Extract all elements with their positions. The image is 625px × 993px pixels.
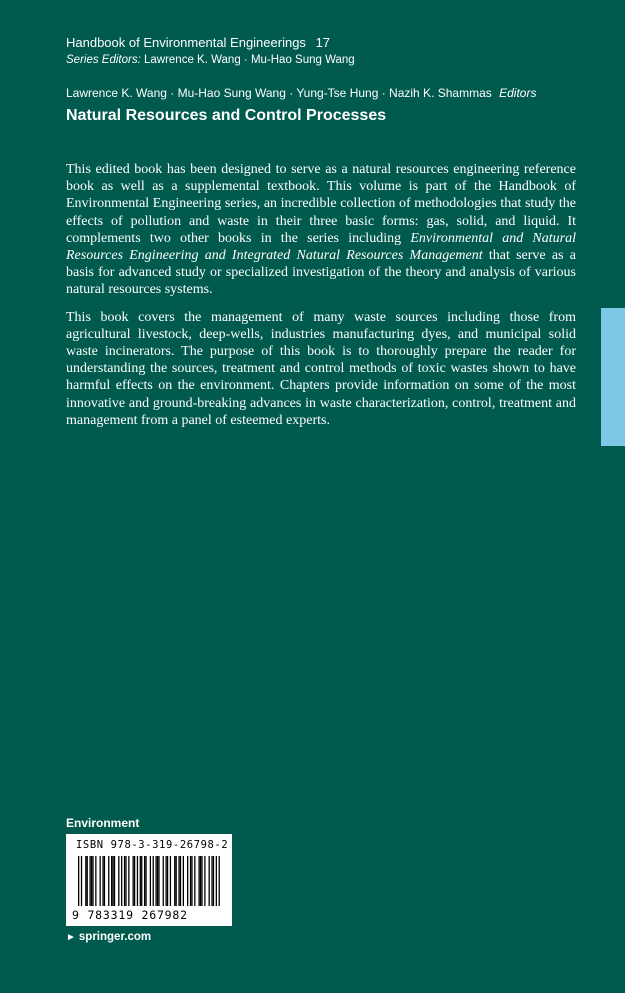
p1-text-start: This edited book has been designed to serve as a natural resources engineering reference book as well as a supplemental textbook. This volume is part of the Handbook of Environmental Engineering series, an incredible collection of methodologies that study the effects of pollution and waste in their three basic forms: gas, solid, and liquid. It complements two other books in the series including bbox=[66, 162, 576, 246]
book-authors: Lawrence K. Wang · Mu-Hao Sung Wang · Yung-Tse Hung · Nazih K. Shammas bbox=[66, 86, 492, 100]
series-title-line bbox=[66, 34, 606, 52]
description-paragraph-1 bbox=[66, 161, 576, 299]
website-label: springer.com bbox=[78, 931, 152, 943]
isbn-barcode bbox=[66, 834, 232, 926]
isbn-label: ISBN 978-3-319-26798-2 bbox=[76, 839, 229, 851]
series-volume: 17 bbox=[315, 35, 331, 50]
series-editors-names: Lawrence K. Wang · Mu-Hao Sung Wang bbox=[143, 54, 355, 66]
p1-text-end: that serve as a basis for advanced study or specialized investigation of the theory and analysis of various natural resources systems. bbox=[66, 248, 576, 298]
arrow-right-icon: ► bbox=[66, 932, 76, 943]
editors-label: Editors bbox=[499, 86, 537, 100]
series-editors-line bbox=[66, 52, 606, 68]
subject-category: Environment bbox=[66, 816, 140, 830]
barcode-icon bbox=[78, 856, 220, 906]
series-editors-label: Series Editors: bbox=[66, 54, 141, 66]
edge-tab-marker bbox=[601, 308, 625, 446]
p1-italic-titles: Environmental and Natural Resources Engineering and Integrated Natural Resources Management bbox=[66, 230, 576, 264]
series-header bbox=[66, 34, 606, 68]
barcode-digits: 9 783319 267982 bbox=[72, 908, 188, 922]
series-title: Handbook of Environmental Engineerings bbox=[66, 35, 306, 50]
description-paragraph-2: This book covers the management of many waste sources including those from agricultural livestock, deep-wells, industries manufacturing dyes, and municipal solid waste incinerators. The purpose of this book is to thoroughly prepare the reader for understanding the sources, treatment and control methods of toxic wastes shown to have harmful effects on the environment. Chapters provide information on some of the most innovative and ground-breaking advances in waste characterization, control, treatment and management from a panel of esteemed experts. bbox=[66, 309, 576, 428]
book-authors-line bbox=[66, 85, 536, 101]
book-description bbox=[66, 161, 576, 439]
publisher-website[interactable] bbox=[66, 931, 151, 943]
book-title: Natural Resources and Control Processes bbox=[66, 107, 387, 124]
